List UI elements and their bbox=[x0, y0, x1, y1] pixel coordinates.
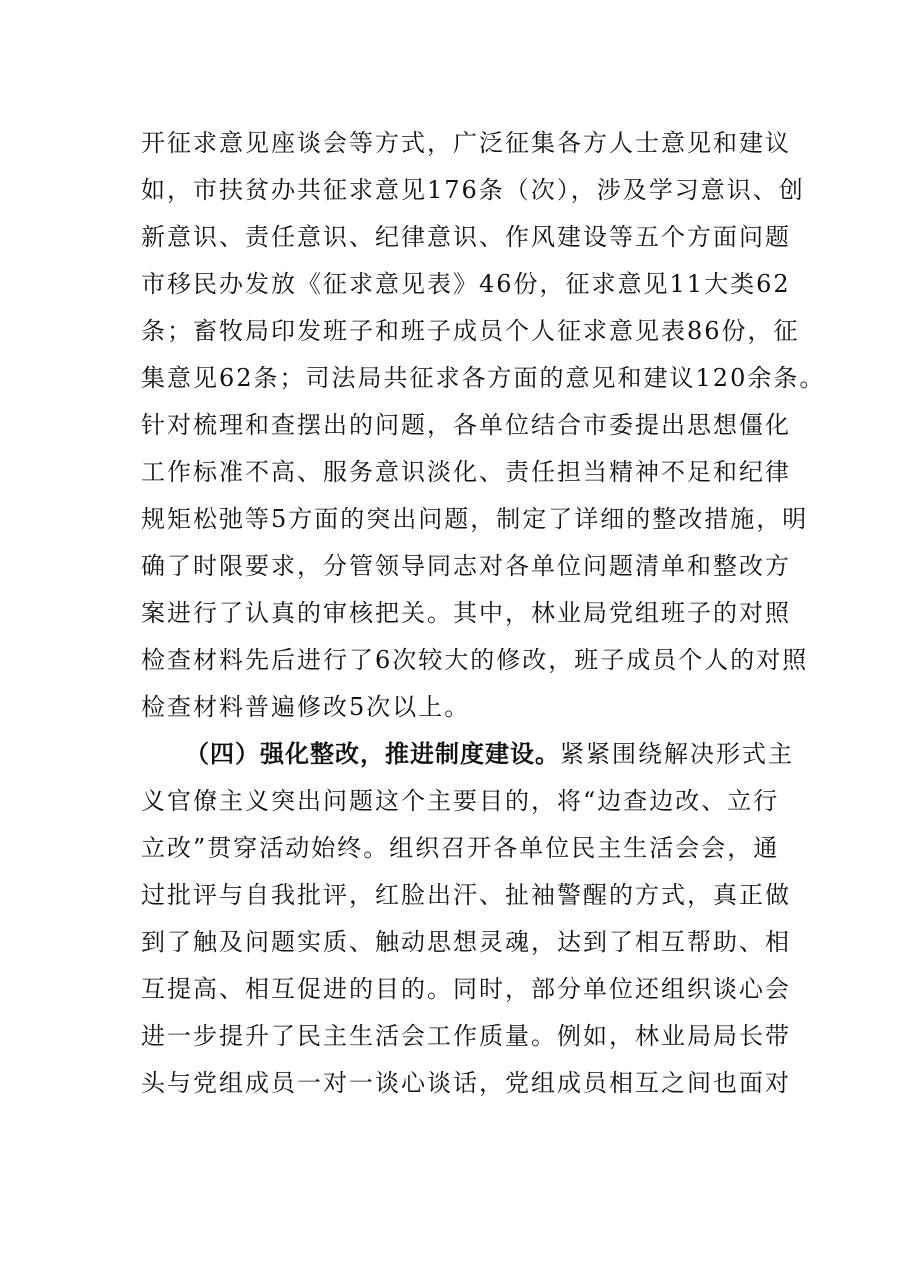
paragraph-line: 新意识、责任意识、纪律意识、作风建设等五个方面问题 bbox=[141, 223, 791, 251]
section-4-heading: （四）强化整改，推进制度建设。 bbox=[185, 740, 560, 768]
paragraph-line: 头与党组成员一对一谈心谈话，党组成员相互之间也面对 bbox=[141, 1069, 791, 1097]
paragraph-line: 如，市扶贫办共征求意见176条（次），涉及学习意识、创 bbox=[141, 176, 805, 204]
document-body bbox=[141, 120, 826, 1107]
section-4-first-line bbox=[141, 731, 794, 778]
paragraph-line: 检查材料先后进行了6次较大的修改，班子成员个人的对照 bbox=[141, 646, 809, 674]
paragraph-line: 市移民办发放《征求意见表》46份，征求意见11大类62 bbox=[141, 270, 791, 298]
paragraph-line: 过批评与自我批评，红脸出汗、扯袖警醒的方式，真正做 bbox=[141, 881, 791, 909]
paragraph-line: 针对梳理和查摆出的问题，各单位结合市委提出思想僵化 bbox=[141, 411, 791, 439]
paragraph-line: 案进行了认真的审核把关。其中，林业局党组班子的对照 bbox=[141, 599, 791, 627]
paragraph-line: 工作标准不高、服务意识淡化、责任担当精神不足和纪律 bbox=[141, 458, 791, 486]
paragraph-line: 开征求意见座谈会等方式，广泛征集各方人士意见和建议 bbox=[141, 129, 791, 157]
section-4-first-line-text: 紧紧围绕解决形式主 bbox=[560, 740, 794, 768]
paragraph-line: 进一步提升了民主生活会工作质量。例如，林业局局长带 bbox=[141, 1022, 791, 1050]
paragraph-line: 集意见62条；司法局共征求各方面的意见和建议120余条。 bbox=[141, 364, 826, 392]
paragraph-line: 检查材料普遍修改5次以上。 bbox=[141, 693, 471, 721]
paragraph-line: 义官僚主义突出问题这个主要目的，将“边查边改、立行 bbox=[141, 787, 780, 815]
paragraph-line: 立改”贯穿活动始终。组织召开各单位民主生活会会，通 bbox=[141, 834, 780, 862]
paragraph-line: 条；畜牧局印发班子和班子成员个人征求意见表86份，征 bbox=[141, 317, 800, 345]
paragraph-line: 到了触及问题实质、触动思想灵魂，达到了相互帮助、相 bbox=[141, 928, 791, 956]
paragraph-line: 互提高、相互促进的目的。同时，部分单位还组织谈心会 bbox=[141, 975, 791, 1003]
paragraph-line: 规矩松弛等5方面的突出问题，制定了详细的整改措施，明 bbox=[141, 505, 809, 533]
paragraph-line: 确了时限要求，分管领导同志对各单位问题清单和整改方 bbox=[141, 552, 791, 580]
